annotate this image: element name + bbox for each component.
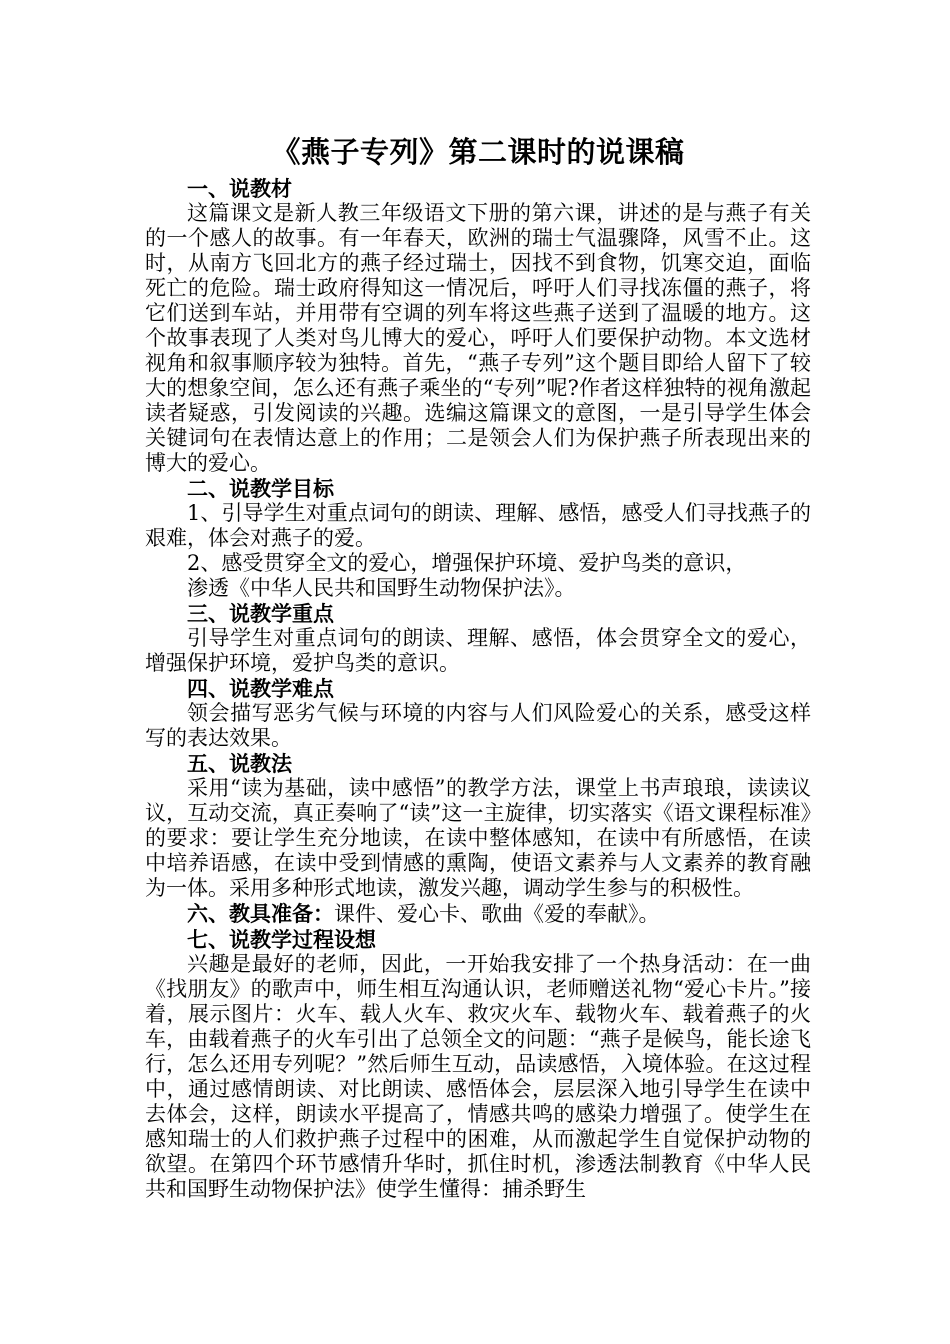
- section-process: [145, 927, 811, 1202]
- materials-line: [145, 901, 811, 927]
- section-textbook: [145, 176, 811, 476]
- section-paragraph: 1、引导学生对重点词句的朗读、理解、感悟，感受人们寻找燕子的艰难，体会对燕子的爱。: [145, 501, 811, 550]
- section-objectives: [145, 476, 811, 601]
- section-paragraph: 引导学生对重点词句的朗读、理解、感悟，体会贯穿全文的爱心，增强保护环境，爱护鸟类的意识。: [145, 626, 811, 675]
- section-difficulties: [145, 676, 811, 751]
- section-heading: 一、说教材: [187, 176, 292, 201]
- section-heading: 五、说教法: [187, 751, 292, 776]
- document-title: 《燕子专列》第二课时的说课稿: [271, 135, 685, 169]
- section-heading: 七、说教学过程设想: [187, 927, 376, 952]
- section-heading: 三、说教学重点: [187, 601, 334, 626]
- section-key-points: [145, 601, 811, 676]
- section-materials: [145, 901, 811, 927]
- section-paragraph-continued: 渗透《中华人民共和国野生动物保护法》。: [187, 576, 576, 600]
- document-page: [145, 128, 811, 1202]
- materials-text: 课件、爱心卡、歌曲《爱的奉献》。: [334, 902, 660, 926]
- section-paragraph: 采用“读为基础，读中感悟”的教学方法，课堂上书声琅琅，读读议议，互动交流，真正奏响了“读”这一主旋律，切实落实《语文课程标准》的要求：要让学生充分地读，在读中整体感知，在读中有所感悟，在读中培养语感，在读中受到情感的熏陶，使语文素养与人文素养的教育融为一体。采用多种形式地读，激发兴趣，调动学生参与的积极性。: [145, 776, 811, 900]
- section-paragraph: 领会描写恶劣气候与环境的内容与人们风险爱心的关系，感受这样写的表达效果。: [145, 701, 811, 750]
- section-paragraph: 2、感受贯穿全文的爱心，增强保护环境、爱护鸟类的意识，: [187, 551, 747, 575]
- section-teaching-method: [145, 751, 811, 901]
- section-heading: 四、说教学难点: [187, 676, 334, 701]
- section-heading: 二、说教学目标: [187, 476, 334, 501]
- section-paragraph: 这篇课文是新人教三年级语文下册的第六课，讲述的是与燕子有关的一个感人的故事。有一年春天，欧洲的瑞士气温骤降，风雪不止。这时，从南方飞回北方的燕子经过瑞士，因找不到食物，饥寒交迫，面临死亡的危险。瑞士政府得知这一情况后，呼吁人们寻找冻僵的燕子，将它们送到车站，并用带有空调的列车将这些燕子送到了温暖的地方。这个故事表现了人类对鸟儿博大的爱心，呼吁人们要保护动物。本文选材视角和叙事顺序较为独特。首先，“燕子专列”这个题目即给人留下了较大的想象空间，怎么还有燕子乘坐的“专列”呢?作者这样独特的视角激起读者疑惑，引发阅读的兴趣。选编这篇课文的意图，一是引导学生体会关键词句在表情达意上的作用；二是领会人们为保护燕子所表现出来的博大的爱心。: [145, 201, 811, 475]
- section-paragraph: 兴趣是最好的老师，因此，一开始我安排了一个热身活动：在一曲《找朋友》的歌声中，师生相互沟通认识，老师赠送礼物“爱心卡片。”接着，展示图片：火车、载人火车、救灾火车、载物火车、载着燕子的火车，由载着燕子的火车引出了总领全文的问题：“燕子是候鸟，能长途飞行，怎么还用专列呢？”然后师生互动，品读感悟，入境体验。在这过程中，通过感情朗读、对比朗读、感悟体会，层层深入地引导学生在读中去体会，这样，朗读水平提高了，情感共鸣的感染力增强了。使学生在感知瑞士的人们救护燕子过程中的困难，从而激起学生自觉保护动物的欲望。在第四个环节感情升华时，抓住时机，渗透法制教育《中华人民共和国野生动物保护法》使学生懂得：捕杀野生: [145, 952, 811, 1201]
- section-heading: 六、教具准备：: [187, 901, 334, 926]
